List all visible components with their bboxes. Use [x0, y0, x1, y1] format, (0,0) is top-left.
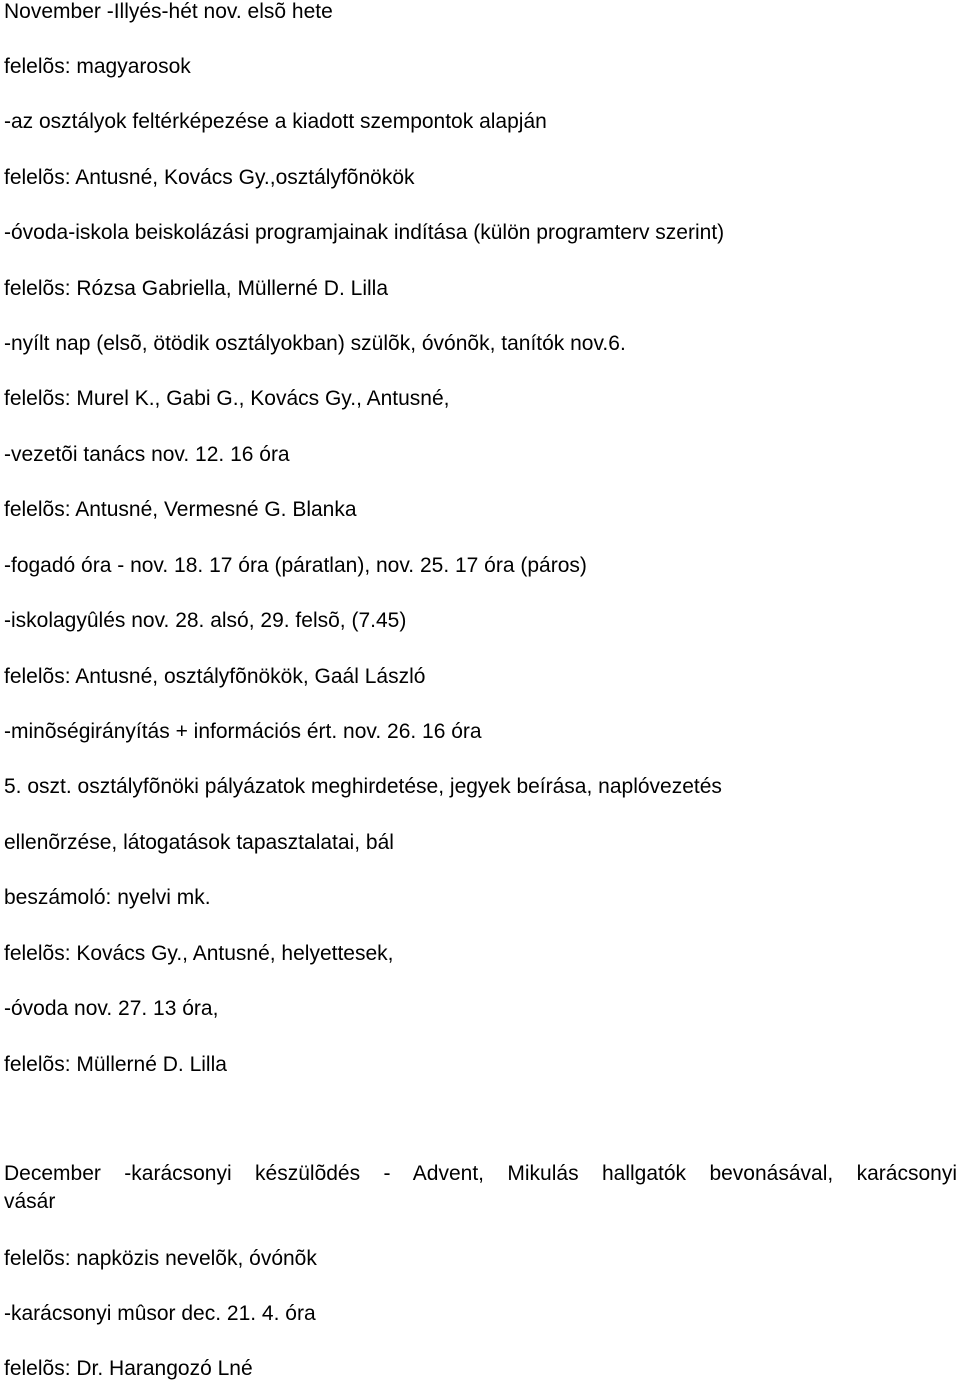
december-line-2: vásár: [4, 1190, 56, 1213]
text-line: felelõs: Antusné, Vermesné G. Blanka: [4, 498, 357, 521]
text-line: felelõs: Murel K., Gabi G., Kovács Gy., Antusné,: [4, 387, 450, 410]
text-line: -karácsonyi mûsor dec. 21. 4. óra: [4, 1302, 316, 1325]
text-line: felelõs: Antusné, Kovács Gy.,osztályfõnökök: [4, 166, 415, 189]
text-line: felelõs: magyarosok: [4, 55, 191, 78]
text-line: felelõs: Kovács Gy., Antusné, helyettesek,: [4, 942, 394, 965]
text-line: felelõs: Dr. Harangozó Lné: [4, 1357, 253, 1380]
text-line: 5. oszt. osztályfõnöki pályázatok meghirdetése, jegyek beírása, naplóvezetés: [4, 775, 722, 798]
text-line: beszámoló: nyelvi mk.: [4, 886, 211, 909]
text-line: -óvoda nov. 27. 13 óra,: [4, 997, 219, 1020]
text-line: -fogadó óra - nov. 18. 17 óra (páratlan), nov. 25. 17 óra (páros): [4, 554, 587, 577]
text-line: felelõs: Müllerné D. Lilla: [4, 1053, 227, 1076]
text-line: felelõs: Rózsa Gabriella, Müllerné D. Lilla: [4, 277, 388, 300]
text-line: felelõs: Antusné, osztályfõnökök, Gaál László: [4, 665, 426, 688]
text-line: -vezetõi tanács nov. 12. 16 óra: [4, 443, 290, 466]
text-line: -nyílt nap (elsõ, ötödik osztályokban) szülõk, óvónõk, tanítók nov.6.: [4, 332, 626, 355]
text-line: -az osztályok feltérképezése a kiadott szempontok alapján: [4, 110, 547, 133]
text-line: -iskolagyûlés nov. 28. alsó, 29. felsõ, (7.45): [4, 609, 407, 632]
text-line: -óvoda-iskola beiskolázási programjainak indítása (külön programterv szerint): [4, 221, 725, 244]
text-line: -minõségirányítás + információs ért. nov. 26. 16 óra: [4, 720, 482, 743]
text-line: ellenõrzése, látogatások tapasztalatai, bál: [4, 831, 394, 854]
text-line: felelõs: napközis nevelõk, óvónõk: [4, 1247, 317, 1270]
december-line-1: December -karácsonyi készülõdés - Advent, Mikulás hallgatók bevonásával, karácsonyi: [4, 1162, 957, 1185]
december-paragraph: [4, 1160, 957, 1216]
text-line: November -Illyés-hét nov. elsõ hete: [4, 0, 333, 23]
